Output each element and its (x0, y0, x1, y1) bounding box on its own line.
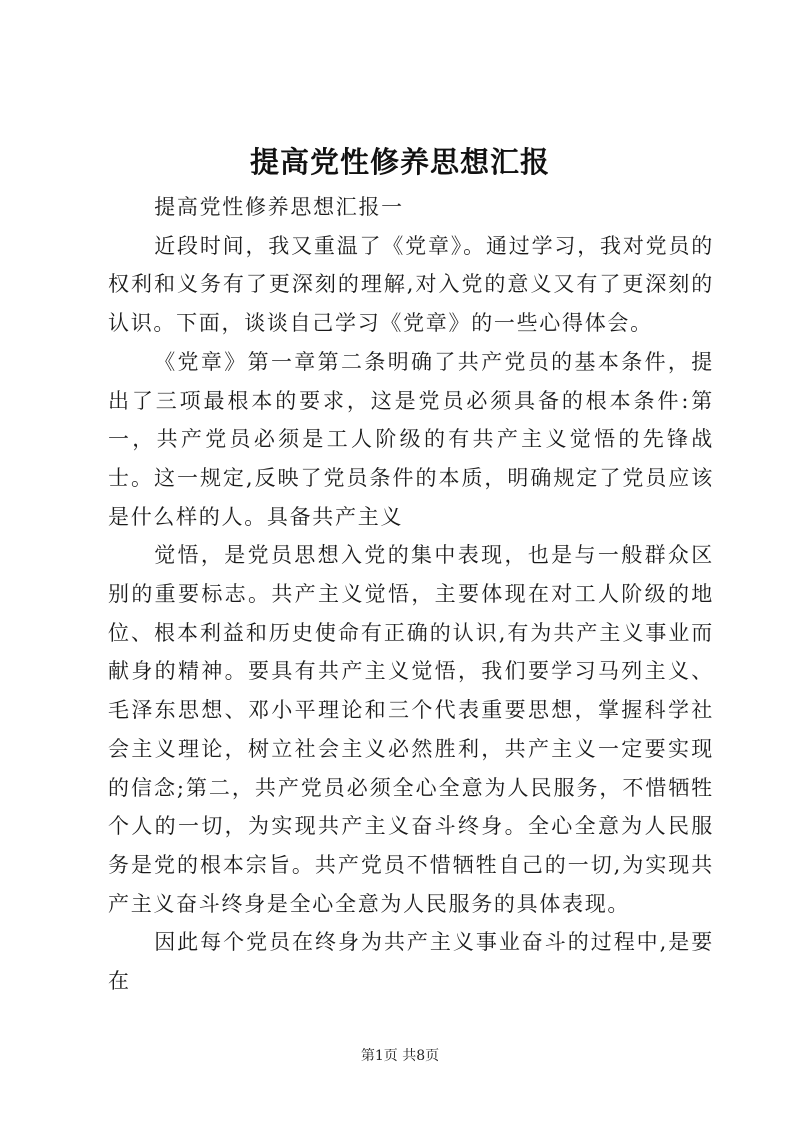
paragraph: 近段时间，我又重温了《党章》。通过学习，我对党员的权利和义务有了更深刻的理解,对入党的意义又有了更深刻的认识。下面，谈谈自己学习《党章》的一些心得体会。 (108, 233, 714, 336)
paragraph: 因此每个党员在终身为共产主义事业奋斗的过程中,是要在 (108, 930, 714, 994)
document-title: 提高党性修养思想汇报 (249, 145, 550, 179)
paragraph: 《党章》第一章第二条明确了共产党员的基本条件，提出了三项最根本的要求，这是党员必须具备的根本条件:第一，共产党员必须是工人阶级的有共产主义觉悟的先锋战士。这一规定,反映了党员条件的本质，明确规定了党员应该是什么样的人。具备共产主义 (108, 349, 714, 529)
page-number-footer: 第1页 共8页 (360, 1048, 440, 1064)
paragraph-subtitle: 提高党性修养思想汇报一 (154, 195, 404, 219)
paragraph: 觉悟，是党员思想入党的集中表现，也是与一般群众区别的重要标志。共产主义觉悟，主要体现在对工人阶级的地位、根本利益和历史使命有正确的认识,有为共产主义事业而献身的精神。要具有共产主义觉悟，我们要学习马列主义、毛泽东思想、邓小平理论和三个代表重要思想，掌握科学社会主义理论，树立社会主义必然胜利，共产主义一定要实现的信念;第二，共产党员必须全心全意为人民服务，不惜牺牲个人的一切，为实现共产主义奋斗终身。全心全意为人民服务是党的根本宗旨。共产党员不惜牺牲自己的一切,为实现共产主义奋斗终身是全心全意为人民服务的具体表现。 (108, 543, 714, 916)
document-body (108, 188, 714, 1001)
